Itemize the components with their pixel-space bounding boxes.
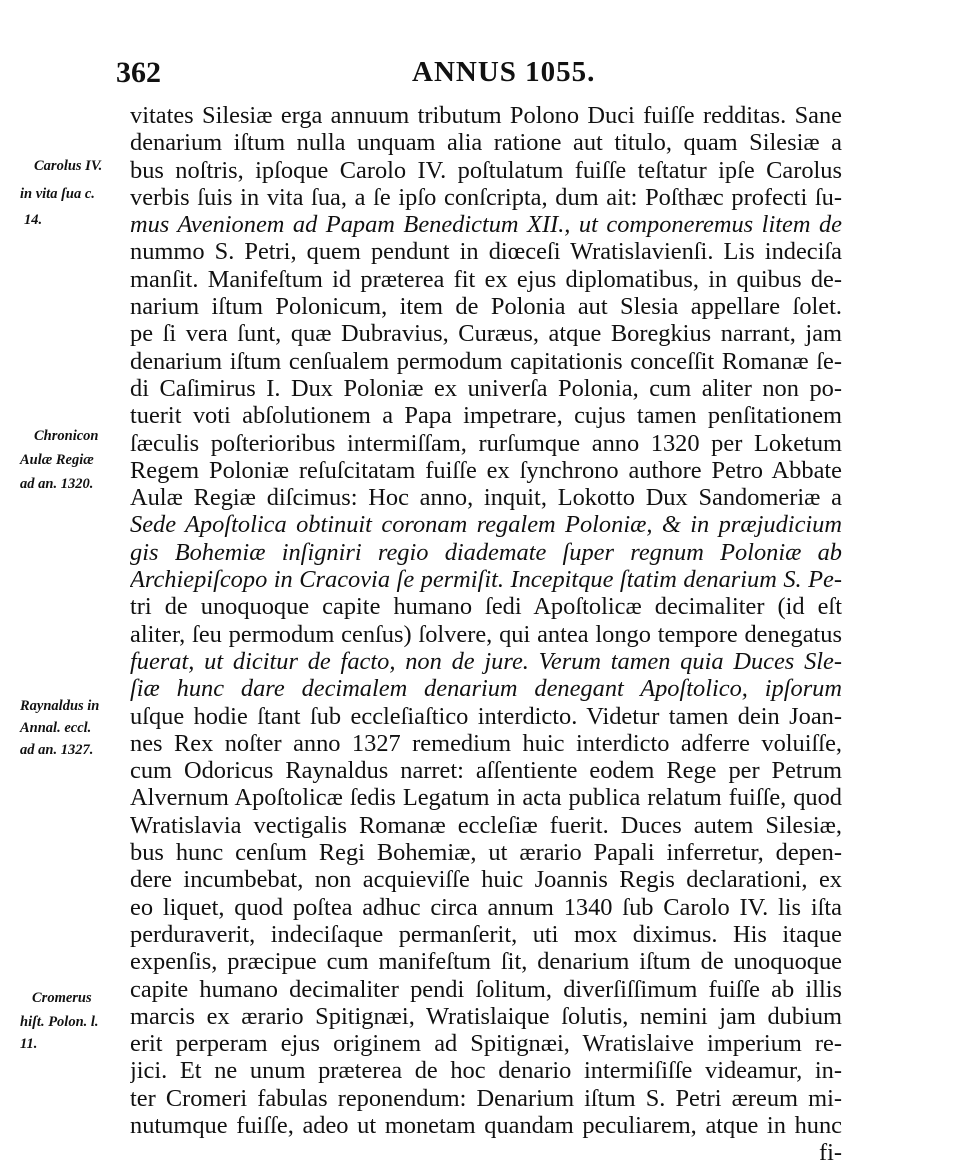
text-line: denarium iſtum nulla unquam alia ratione aut titulo, quam Silesiæ a <box>130 129 842 157</box>
text-line: dere incumbebat, non acquieviſſe huic Joannis Regis declarationi, ex <box>130 866 842 894</box>
text-line: expenſis, præcipue cum manifeſtum ſit, denarium iſtum de unoquoque <box>130 948 842 976</box>
text-line: uſque hodie ſtant ſub eccleſiaſtico interdicto. Videtur tamen dein Joan- <box>130 702 842 730</box>
text-line: aliter, ſeu permodum cenſus) ſolvere, qui antea longo tempore denegatus <box>130 620 842 648</box>
text-line: jici. Et ne unum præterea de hoc denario intermiſiſſe videamur, in- <box>130 1057 842 1085</box>
text-line: denarium iſtum cenſualem permodum capitationis conceſſit Romanæ ſe- <box>130 347 842 375</box>
text-line: Regem Poloniæ reſuſcitatam fuiſſe ex ſynchrono authore Petro Abbate <box>130 456 842 484</box>
text-line: narium iſtum Polonicum, item de Polonia aut Slesia appellare ſolet. <box>130 293 842 321</box>
text-line: mus Avenionem ad Papam Benedictum XII., ut componeremus litem de <box>130 211 842 239</box>
text-line: gis Bohemiæ inſigniri regio diademate ſuper regnum Poloniæ ab <box>130 538 842 566</box>
text-line: capite humano decimaliter pendi ſolitum, diverſiſſimum fuiſſe ab illis <box>130 975 842 1003</box>
text-line: nes Rex noſter anno 1327 remedium huic interdicto adferre voluiſſe, <box>130 729 842 757</box>
margin-notes <box>0 0 130 1110</box>
text-line: verbis ſuis in vita ſua, a ſe ipſo conſcripta, dum ait: Poſthæc profecti ſu- <box>130 183 842 211</box>
catchword: fi- <box>818 1139 842 1167</box>
text-line: manſit. Manifeſtum id præterea fit ex ejus diplomatibus, in quibus de- <box>130 265 842 293</box>
text-line: ſiæ hunc dare decimalem denarium denegant Apoſtolico, ipſorum <box>130 675 842 703</box>
page-number: 362 <box>116 56 161 89</box>
margin-note: 11. <box>20 1036 38 1052</box>
text-line: nutumque fuiſſe, adeo ut monetam quandam peculiarem, atque in hunc <box>130 1111 842 1139</box>
running-head: ANNUS 1055. <box>412 56 596 88</box>
text-line: di Caſimirus I. Dux Poloniæ ex univerſa Polonia, cum aliter non po- <box>130 374 842 402</box>
margin-note: Carolus IV. <box>34 158 103 174</box>
text-line: Sede Apoſtolica obtinuit coronam regalem Poloniæ, & in præjudicium <box>130 511 842 539</box>
text-line: Archiepiſcopo in Cracovia ſe permiſit. Incepitque ſtatim denarium S. Pe- <box>130 566 842 594</box>
text-line: Aulæ Regiæ diſcimus: Hoc anno, inquit, Lokotto Dux Sandomeriæ a <box>130 484 842 512</box>
margin-note: 14. <box>24 212 43 228</box>
margin-note: ad an. 1320. <box>20 476 94 492</box>
text-line: ſæculis poſterioribus intermiſſam, rurſumque anno 1320 per Loketum <box>130 429 842 457</box>
text-line: tri de unoquoque capite humano ſedi Apoſtolicæ decimaliter (id eſt <box>130 593 842 621</box>
page-header <box>0 56 960 96</box>
text-line: perduraverit, indeciſaque permanſerit, uti mox diximus. His itaque <box>130 920 842 948</box>
margin-note: Raynaldus in <box>20 698 100 714</box>
text-line: pe ſi vera ſunt, quæ Dubravius, Curæus, atque Boregkius narrant, jam <box>130 320 842 348</box>
text-line: bus hunc cenſum Regi Bohemiæ, ut ærario Papali inferretur, depen- <box>130 839 842 867</box>
margin-note: Annal. eccl. <box>20 720 92 736</box>
body-text <box>130 102 842 1167</box>
text-line: vitates Silesiæ erga annuum tributum Polono Duci fuiſſe redditas. Sane <box>130 102 842 129</box>
text-line: marcis ex ærario Spitignæi, Wratislaique ſolutis, nemini jam dubium <box>130 1002 842 1030</box>
text-line: nummo S. Petri, quem pendunt in diœceſi Wratislavienſi. Lis indeciſa <box>130 238 842 266</box>
text-line: erit perperam ejus originem ad Spitignæi, Wratislaive imperium re- <box>130 1030 842 1058</box>
margin-note: Chronicon <box>34 428 99 444</box>
text-line: Alvernum Apoſtolicæ ſedis Legatum in acta publica relatum fuiſſe, quod <box>130 784 842 812</box>
text-line: cum Odoricus Raynaldus narret: aſſentiente eodem Rege per Petrum <box>130 757 842 785</box>
margin-note: hiſt. Polon. l. <box>20 1014 99 1030</box>
text-line: eo liquet, quod poſtea adhuc circa annum 1340 ſub Carolo IV. lis iſta <box>130 893 842 921</box>
text-line: fuerat, ut dicitur de facto, non de jure. Verum tamen quia Duces Sle- <box>130 647 842 675</box>
margin-note: in vita ſua c. <box>20 186 95 202</box>
margin-note: Cromerus <box>32 990 92 1006</box>
text-line: ter Cromeri fabulas reponendum: Denarium iſtum S. Petri æreum mi- <box>130 1084 842 1112</box>
margin-note: Aulæ Regiæ <box>20 452 94 468</box>
margin-note: ad an. 1327. <box>20 742 94 758</box>
text-line: tuerit voti abſolutionem a Papa impetrare, cujus tamen penſitationem <box>130 402 842 430</box>
text-line: Wratislavia vectigalis Romanæ eccleſiæ fuerit. Duces autem Silesiæ, <box>130 811 842 839</box>
text-line: bus noſtris, ipſoque Carolo IV. poſtulatum fuiſſe teſtatur ipſe Carolus <box>130 156 842 184</box>
